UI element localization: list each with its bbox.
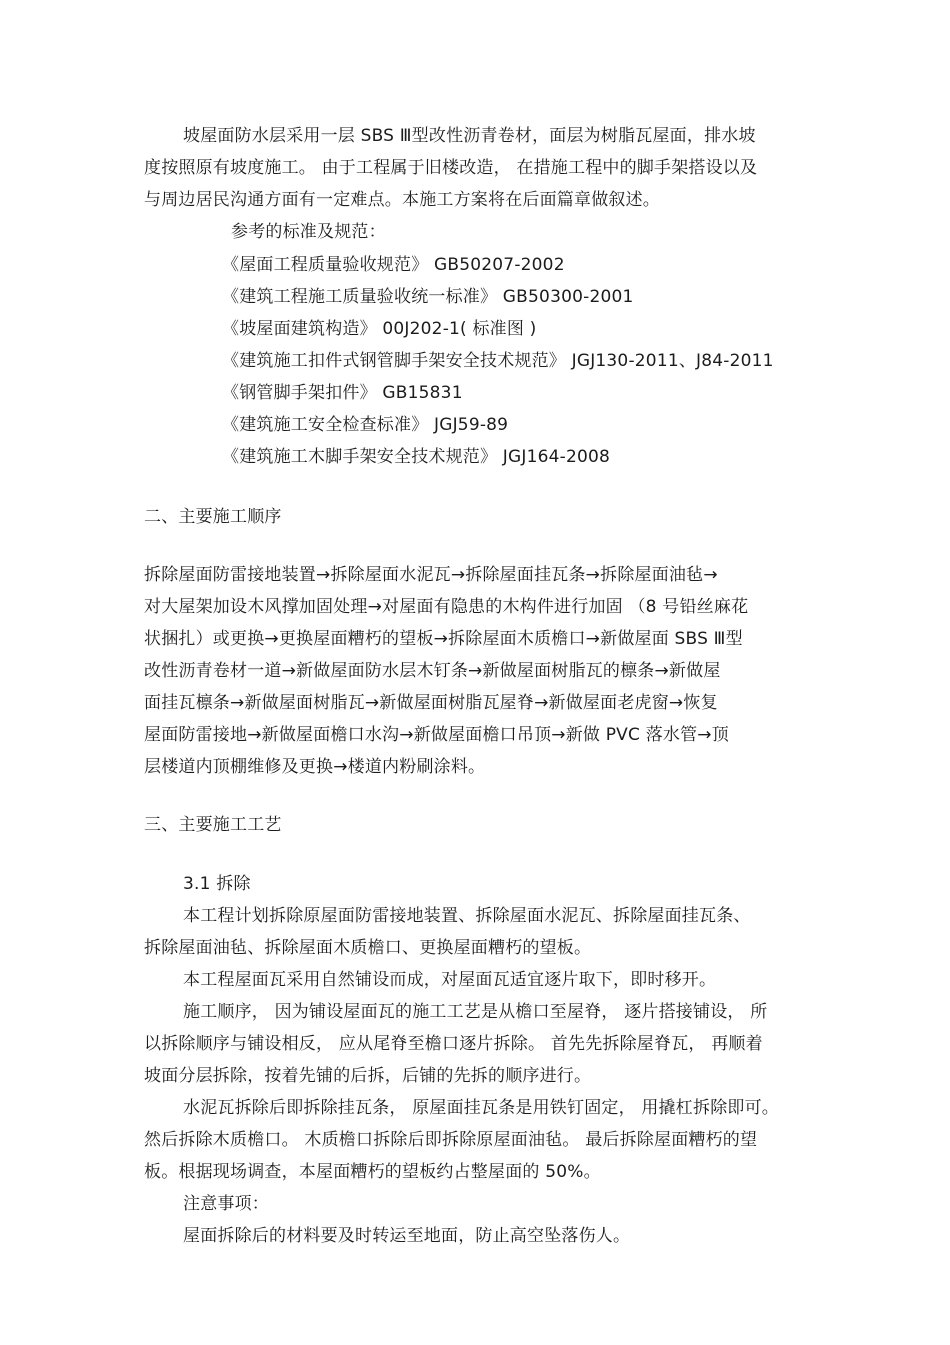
section-3-line: 板。根据现场调查，本屋面糟朽的望板约占整屋面的 50%。 [144,1162,601,1182]
reference-item: 《建筑施工木脚手架安全技术规范》 JGJ164-2008 [222,447,611,467]
intro-line-1: 坡屋面防水层采用一层 SBS Ⅲ型改性沥青卷材，面层为树脂瓦屋面，排水坡 [183,126,756,146]
section-2-line: 拆除屋面防雷接地装置→拆除屋面水泥瓦→拆除屋面挂瓦条→拆除屋面油毡→ [144,565,718,585]
section-3-line: 本工程屋面瓦采用自然铺设而成，对屋面瓦适宜逐片取下，即时移开。 [183,970,717,990]
notes-heading: 注意事项： [183,1194,269,1214]
section-2-line: 面挂瓦檩条→新做屋面树脂瓦→新做屋面树脂瓦屋脊→新做屋面老虎窗→恢复 [144,693,718,713]
section-3-subtitle: 3.1 拆除 [183,874,251,894]
reference-item: 《建筑施工扣件式钢管脚手架安全技术规范》 JGJ130-2011、J84-2011 [222,351,774,371]
section-3-line: 拆除屋面油毡、拆除屋面木质檐口、更换屋面糟朽的望板。 [144,938,592,958]
section-3-title: 三、主要施工工艺 [144,815,282,835]
section-3-line: 然后拆除木质檐口。 木质檐口拆除后即拆除原屋面油毡。 最后拆除屋面糟朽的望 [144,1130,758,1150]
section-2-line: 对大屋架加设木风撑加固处理→对屋面有隐患的木构件进行加固 （8 号铅丝麻花 [144,597,749,617]
section-2-line: 层楼道内顶棚维修及更换→楼道内粉刷涂料。 [144,757,486,777]
reference-item: 《屋面工程质量验收规范》 GB50207-2002 [222,255,565,275]
section-2-line: 改性沥青卷材一道→新做屋面防水层木钉条→新做屋面树脂瓦的檩条→新做屋 [144,661,721,681]
section-3-line: 以拆除顺序与铺设相反， 应从尾脊至檐口逐片拆除。 首先先拆除屋脊瓦， 再顺着 [144,1034,763,1054]
section-2-line: 状捆扎）或更换→更换屋面糟朽的望板→拆除屋面木质檐口→新做屋面 SBS Ⅲ型 [144,629,743,649]
intro-line-3: 与周边居民沟通方面有一定难点。本施工方案将在后面篇章做叙述。 [144,190,660,210]
reference-item: 《坡屋面建筑构造》 00J202-1( 标准图 ) [222,319,537,339]
reference-item: 《建筑工程施工质量验收统一标准》 GB50300-2001 [222,287,634,307]
section-3-line: 本工程计划拆除原屋面防雷接地装置、拆除屋面水泥瓦、拆除屋面挂瓦条、 [183,906,751,926]
section-2-line: 屋面防雷接地→新做屋面檐口水沟→新做屋面檐口吊顶→新做 PVC 落水管→顶 [144,725,729,745]
section-3-line: 施工顺序， 因为铺设屋面瓦的施工工艺是从檐口至屋脊， 逐片搭接铺设， 所 [183,1002,768,1022]
intro-line-2: 度按照原有坡度施工。 由于工程属于旧楼改造， 在措施工程中的脚手架搭设以及 [144,158,758,178]
section-3-line: 水泥瓦拆除后即拆除挂瓦条， 原屋面挂瓦条是用铁钉固定， 用撬杠拆除即可。 [183,1098,780,1118]
references-heading: 参考的标准及规范： [231,222,386,242]
reference-item: 《建筑施工安全检查标准》 JGJ59-89 [222,415,509,435]
notes-line: 屋面拆除后的材料要及时转运至地面，防止高空坠落伤人。 [183,1226,631,1246]
section-3-line: 坡面分层拆除，按着先铺的后拆，后铺的先拆的顺序进行。 [144,1066,592,1086]
reference-item: 《钢管脚手架扣件》 GB15831 [222,383,463,403]
section-2-title: 二、主要施工顺序 [144,507,282,527]
